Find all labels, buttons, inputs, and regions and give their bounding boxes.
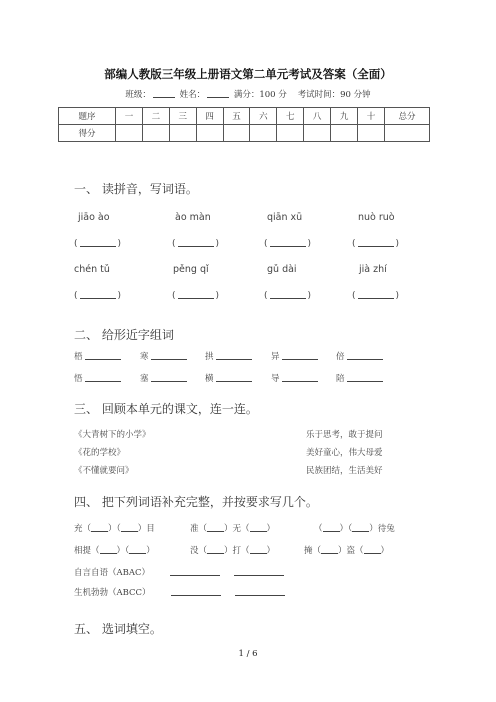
char-item[interactable] [336,372,383,384]
char: 横 [205,374,214,384]
score-header: 七 [277,108,304,125]
match-left-item[interactable]: 《花的学校》 [74,448,126,458]
pinyin-item: ào màn [175,212,211,223]
match-right-item[interactable]: 美好童心，伟大母爱 [306,448,383,458]
score-row [59,125,430,142]
score-cell[interactable] [331,125,358,142]
score-header: 十 [358,108,385,125]
abac-row[interactable] [74,566,284,578]
score-cell[interactable] [385,125,430,142]
class-blank[interactable] [153,89,175,98]
score-header: 二 [142,108,169,125]
char: 悟 [74,374,83,384]
char: 导 [271,374,280,384]
match-right-item[interactable]: 乐于思考，敢于提问 [306,430,383,440]
char: 陪 [336,374,345,384]
idiom-fill[interactable]: 相提（ ）（ ） [74,546,155,556]
pinyin-item: jiāo ào [78,212,110,223]
exam-time: 考试时间：90 分钟 [297,90,371,100]
idiom-fill[interactable]: 掩（ ）盗（ ） [304,546,390,556]
score-cell[interactable] [277,125,304,142]
page-title: 部编人教版三年级上册语文第二单元考试及答案（全面） [104,67,392,81]
answer-blank[interactable]: ( ) [74,291,122,301]
pinyin-item: pěng qǐ [173,264,209,275]
score-header: 八 [304,108,331,125]
char: 异 [271,352,280,362]
answer-blank[interactable]: ( ) [264,239,312,249]
char-item[interactable] [271,372,318,384]
score-header-row [59,108,430,125]
pinyin-item: jià zhí [359,264,387,275]
answer-blank[interactable]: ( ) [74,239,122,249]
score-header: 九 [331,108,358,125]
char-item[interactable] [74,372,121,384]
pinyin-item: qiān xū [267,212,303,223]
char: 拱 [205,352,214,362]
idiom-fill[interactable]: （ ）（ ）待兔 [314,524,395,534]
score-header: 一 [116,108,143,125]
exam-info [0,88,496,100]
char: 塞 [140,374,149,384]
score-cell[interactable] [304,125,331,142]
score-cell[interactable] [358,125,385,142]
score-row-label: 得分 [59,125,116,142]
match-right-item[interactable]: 民族团结，生活美好 [306,466,383,476]
score-cell[interactable] [142,125,169,142]
char: 梧 [74,352,83,362]
abac-label: 自言自语（ABAC） [74,568,151,578]
idiom-fill[interactable]: 没（ ）打（ ） [190,546,276,556]
char-item[interactable] [205,350,252,362]
score-cell[interactable] [250,125,277,142]
answer-blank[interactable]: ( ) [172,291,220,301]
answer-blank[interactable]: ( ) [352,239,400,249]
score-header: 三 [169,108,196,125]
abcc-label: 生机勃勃（ABCC） [74,588,151,598]
section3-heading: 三、 回顾本单元的课文，连一连。 [74,402,258,416]
score-header: 题序 [59,108,116,125]
score-cell[interactable] [223,125,250,142]
score-header: 五 [223,108,250,125]
pinyin-item: nuò ruò [358,212,395,223]
char-item[interactable] [74,350,121,362]
char-item[interactable] [336,350,383,362]
score-cell[interactable] [196,125,223,142]
char: 寒 [140,352,149,362]
name-blank[interactable] [207,89,229,98]
idiom-fill[interactable]: 充（ ）（ ）目 [74,524,155,534]
char-item[interactable] [140,372,187,384]
score-cell[interactable] [116,125,143,142]
match-left-item[interactable]: 《不懂就要问》 [74,466,134,476]
score-cell[interactable] [169,125,196,142]
match-left-item[interactable]: 《大青树下的小学》 [74,430,151,440]
answer-blank[interactable]: ( ) [172,239,220,249]
char-item[interactable] [140,350,187,362]
section2-heading: 二、 给形近字组词 [74,328,174,342]
score-header: 总分 [385,108,430,125]
name-label: 姓名： [179,90,206,100]
abcc-row[interactable] [74,586,285,598]
char-item[interactable] [271,350,318,362]
score-header: 六 [250,108,277,125]
idiom-fill[interactable]: 准（ ）无（ ） [190,524,276,534]
char: 倍 [336,352,345,362]
pinyin-item: chén tǔ [74,264,110,275]
answer-blank[interactable]: ( ) [352,291,400,301]
page-number: 1 / 6 [238,649,258,659]
answer-blank[interactable]: ( ) [264,291,312,301]
class-label: 班级： [125,90,151,100]
score-table [58,107,430,142]
char-item[interactable] [205,372,252,384]
full-score: 满分：100 分 [233,90,287,100]
section4-heading: 四、 把下列词语补充完整，并按要求写几个。 [74,495,318,509]
section5-heading: 五、 选词填空。 [74,622,162,636]
score-header: 四 [196,108,223,125]
pinyin-item: gǔ dài [267,264,297,275]
section1-heading: 一、 读拼音，写词语。 [74,182,198,196]
